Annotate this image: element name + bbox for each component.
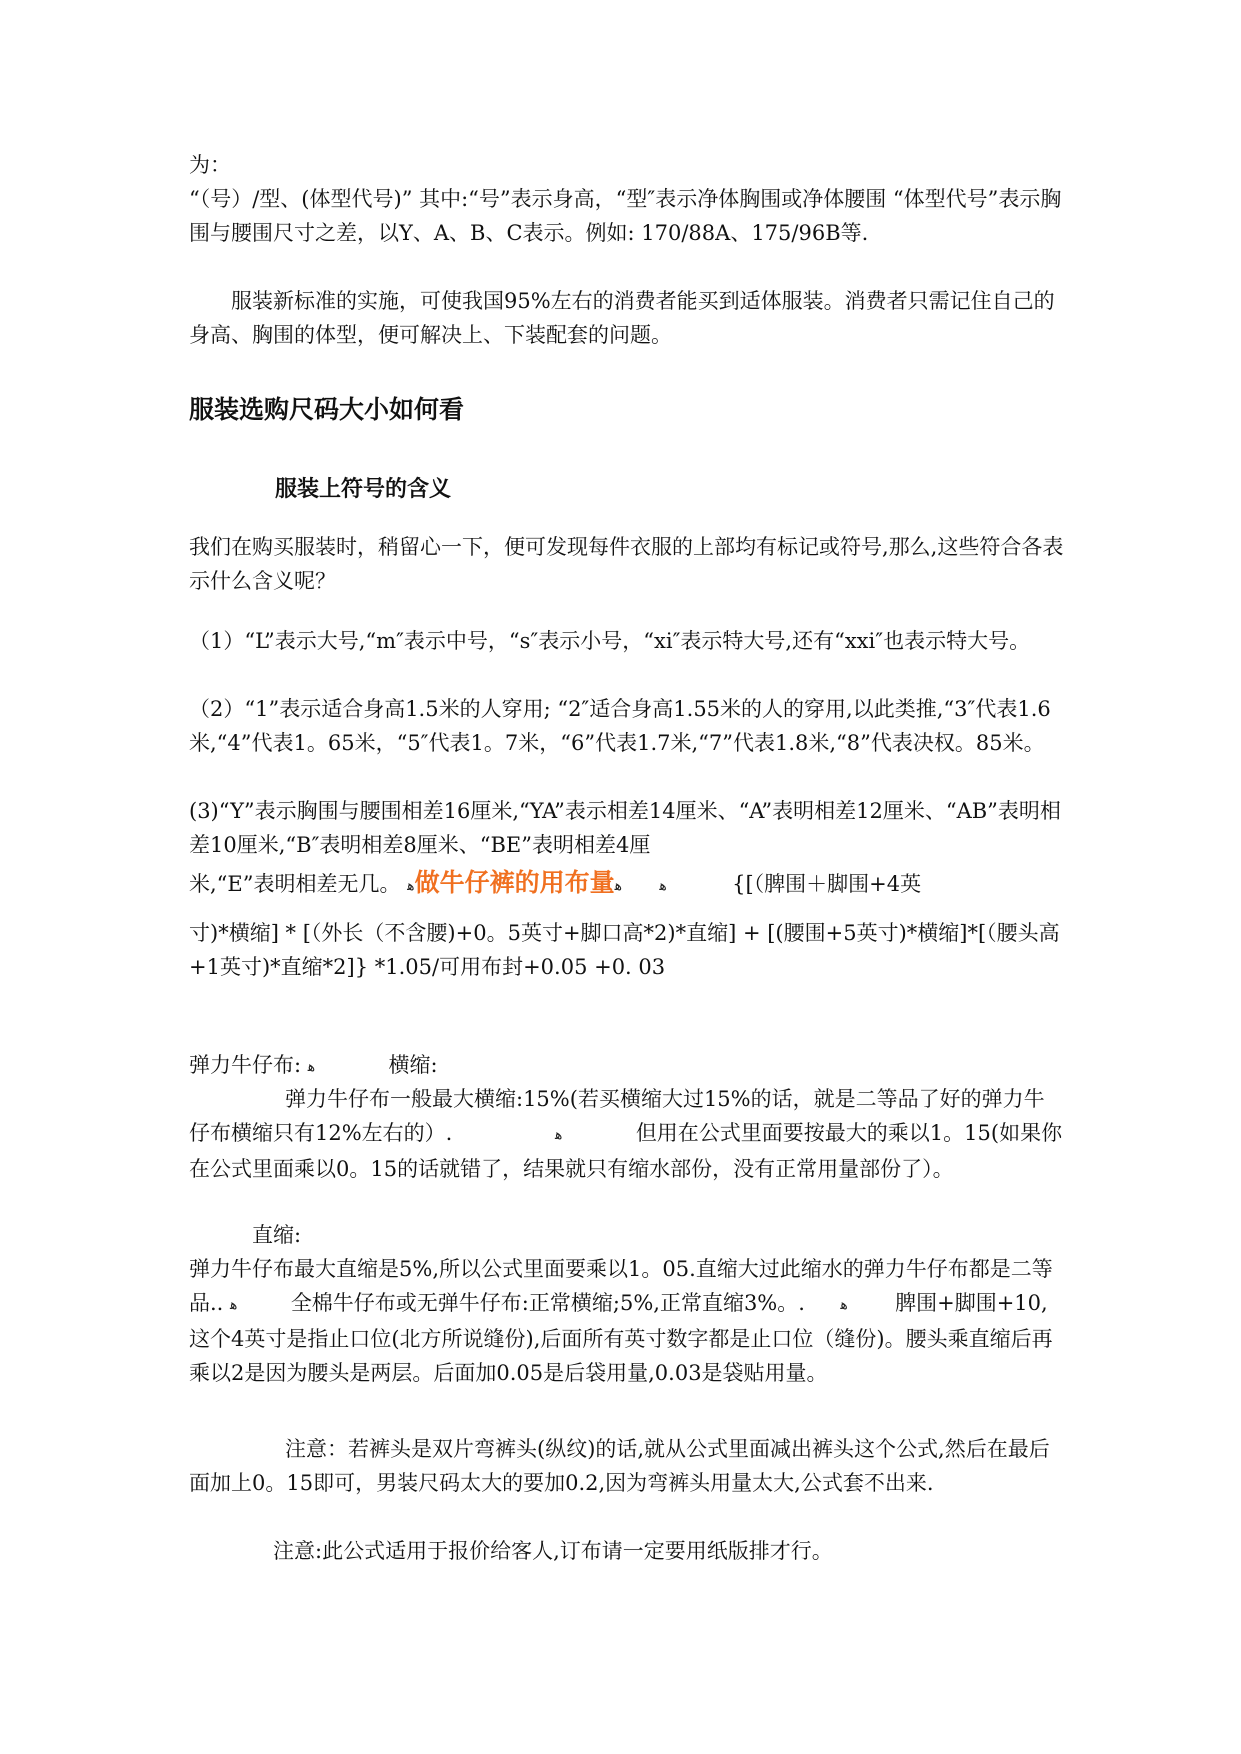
formula-start: {[（脾围＋脚围+4英 xyxy=(732,872,922,896)
main-heading: 服装选购尺码大小如何看 xyxy=(189,395,465,424)
weft-paragraph xyxy=(189,1082,1065,1186)
item-3-continued xyxy=(189,862,1065,907)
highlight-title: 做牛仔裤的用布量 xyxy=(414,868,615,897)
decor-glyph-icon: ﻫ xyxy=(614,877,622,894)
weft-label: 横缩: xyxy=(388,1053,438,1077)
question-paragraph: 我们在购买服装时，稍留心一下，便可发现每件衣服的上部均有标记或符号,那么,这些符合各表示什么含义呢？ xyxy=(189,535,1064,593)
weft-text-a: 弹力牛仔布一般最大横缩:15%(若买横缩大过15%的话，就是二等品了好的弹力牛仔布横缩只有12%左右的）. xyxy=(189,1087,1045,1145)
decor-glyph-icon: ﻫ xyxy=(555,1126,563,1143)
sub-heading: 服装上符号的含义 xyxy=(275,477,452,502)
item-1: （1）“L”表示大号,“m″表示中号，“s″表示小号，“xi″表示特大号,还有“xxi″也表示特大号。 xyxy=(189,629,1031,653)
item-3: (3)“Y”表示胸围与腰围相差16厘米,“YA”表示相差14厘米、“A”表明相差12厘米、“AB”表明相差10厘米,“B″表明相差8厘米、“BE”表明相差4厘 xyxy=(189,799,1061,857)
warp-text-a: 弹力牛仔布最大直缩是5%,所以公式里面要乘以1。05.直缩大过此缩水的弹力牛仔布都是二等品.. xyxy=(189,1257,1053,1315)
note-2: 注意:此公式适用于报价给客人,订布请一定要用纸版排才行。 xyxy=(273,1539,833,1563)
decor-glyph-icon: ﻫ xyxy=(659,877,667,894)
warp-paragraph xyxy=(189,1252,1065,1390)
warp-label: 直缩: xyxy=(252,1223,302,1247)
note-1: 注意：若裤头是双片弯裤头(纵纹)的话,就从公式里面减出裤头这个公式,然后在最后面加上0。15即可，男装尺码太大的要加0.2,因为弯裤头用量太大,公式套不出来. xyxy=(189,1437,1050,1495)
elastic-title-line xyxy=(189,1048,1065,1084)
formula-rest: 寸)*横缩] * [（外长（不含腰)+0。5英寸+脚口高*2)*直缩] + [(腰围+5英寸)*横缩]*[（腰头高+1英寸)*直缩*2]} *1.05/可用布封+0.05 +0. 03 xyxy=(189,921,1060,979)
warp-text-b: 全棉牛仔布或无弹牛仔布:正常横缩;5%,正常直缩3%。. xyxy=(290,1291,805,1315)
weft-text-b: 但用在公式里面要按最大的乘以1。15(如果你在公式里面乘以0。15的话就错了，结果就只有缩水部份，没有正常用量部份了）。 xyxy=(189,1121,1063,1181)
warp-text-c: 脾围+脚围+10,这个4英寸是指止口位(北方所说缝份),后面所有英寸数字都是止口位（缝份)。腰头乘直缩后再乘以2是因为腰头是两层。后面加0.05是后袋用量,0.03是袋贴用量。 xyxy=(189,1291,1053,1385)
item-2: （2）“1”表示适合身高1.5米的人穿用; “2″适合身高1.55米的人的穿用,以此类推,“3″代表1.6米,“4”代表1。65米，“5″代表1。7米，“6”代表1.7米,“7”代表1.8米,“8”代表决权。85米。 xyxy=(189,697,1051,755)
item-3-end: 米,“E”表明相差无几。 xyxy=(189,872,401,896)
decor-glyph-icon: ﻫ xyxy=(230,1296,238,1313)
intro-line-1: 为： xyxy=(189,153,231,177)
intro-size-definition: “（号）/型、(体型代号)” 其中:“号”表示身高，“型″表示净体胸围或净体腰围 “体型代号”表示胸围与腰围尺寸之差，以Y、A、B、C表示。例如: 170/88A、175/96B等. xyxy=(189,187,1062,245)
decor-glyph-icon: ﻫ xyxy=(407,877,415,894)
intro-paragraph: 服装新标准的实施，可使我国95%左右的消费者能买到适体服装。消费者只需记住自己的身高、胸围的体型，便可解决上、下装配套的问题。 xyxy=(189,289,1055,347)
decor-glyph-icon: ﻫ xyxy=(307,1058,316,1075)
elastic-title: 弹力牛仔布: xyxy=(189,1053,302,1077)
decor-glyph-icon: ﻫ xyxy=(840,1296,848,1313)
